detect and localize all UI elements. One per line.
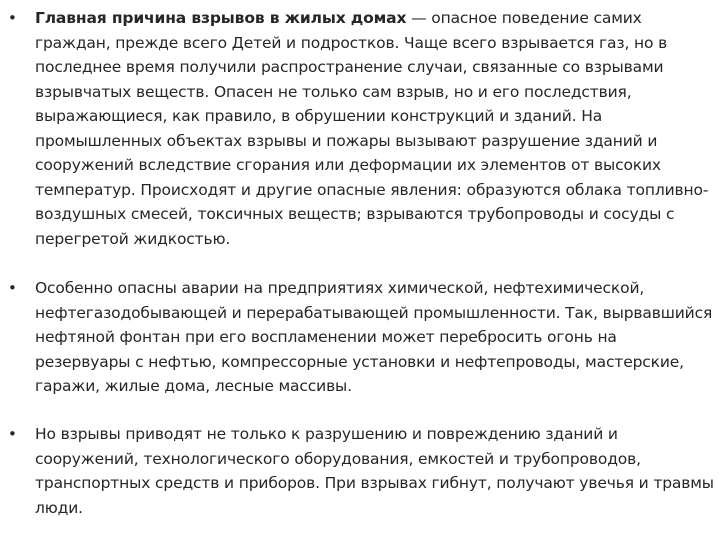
bullet-bold-lead: Главная причина взрывов в жилых домах xyxy=(35,9,407,27)
bullet-marker: • xyxy=(8,425,17,443)
bullet-body: — опасное поведение самих граждан, прежде всего Детей и подростков. Чаще всего взрывается газ, но в последнее время получили распространение случаи, связанные со взрывами взрывчатых веществ. Опасен не только сам взрыв, но и его последствия, выражающиеся, как правило, в обрушении конструкций и зданий. На промышленных объектах взрывы и пожары вызывают разрушение зданий и сооружений вследствие сгорания или деформации их элементов от высоких температур. Происходят и другие опасные явления: образуются облака топливно-воздушных смесей, токсичных веществ; взрываются трубопроводы и сосуды с перегретой жидкостью. xyxy=(35,9,709,248)
bullet-text: Особенно опасны аварии на предприятиях химической, нефтехимической, нефтегазодобывающей и перерабатывающей промышленности. Так, вырвавшийся нефтяной фонтан при его воспламенении может перебросить огонь на резервуары с нефтью, компрессорные установки и нефтепроводы, мастерские, гаражи, жилые дома, лесные массивы. xyxy=(35,279,713,395)
bullet-text: Но взрывы приводят не только к разрушению и повреждению зданий и сооружений, технологического оборудования, емкостей и трубопроводов, транспортных средств и приборов. При взрывах гибнут, получают увечья и травмы люди. xyxy=(35,425,714,517)
bullet-text xyxy=(35,6,715,251)
bullet-marker: • xyxy=(8,279,17,297)
bullet-marker: • xyxy=(8,9,17,27)
